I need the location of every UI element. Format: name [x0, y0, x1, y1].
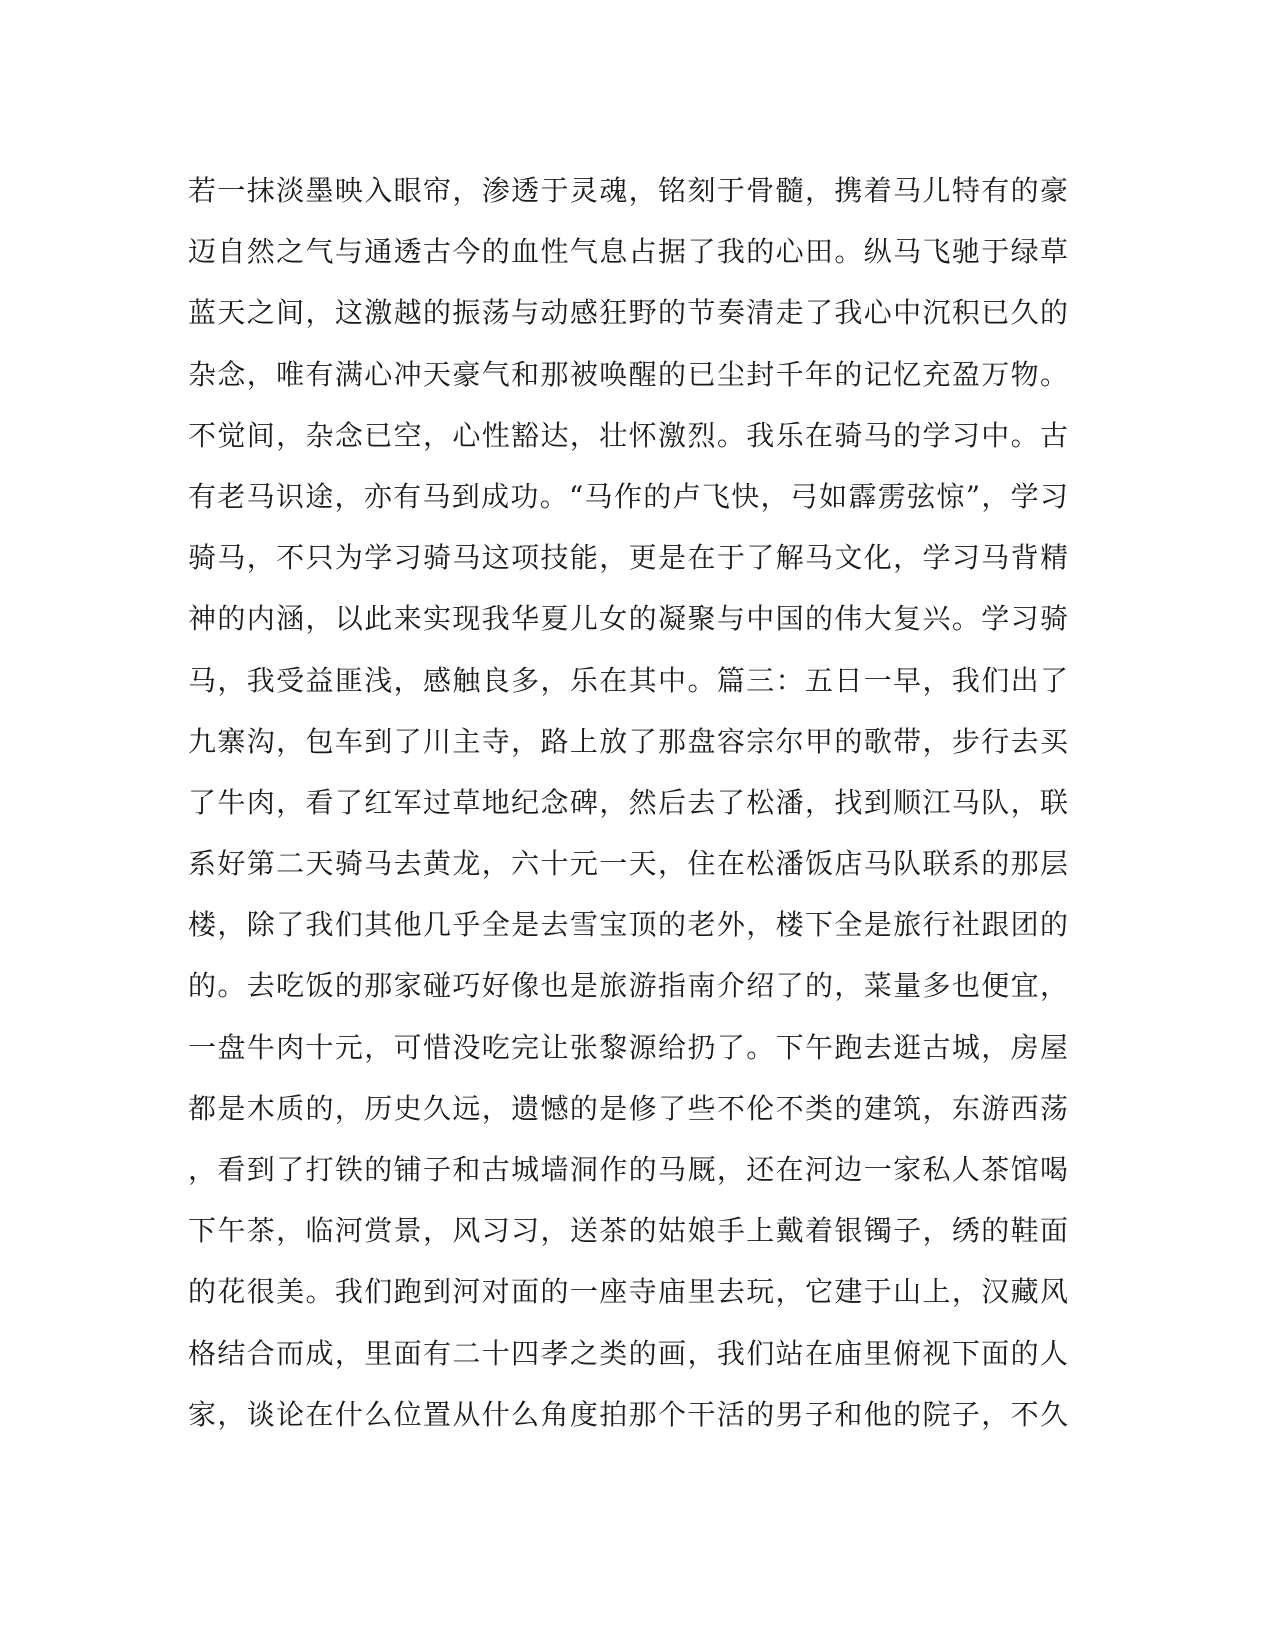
text-line: 的。去吃饭的那家碰巧好像也是旅游指南介绍了的，菜量多也便宜，: [188, 969, 1068, 1003]
text-line: 楼，除了我们其他几乎全是去雪宝顶的老外，楼下全是旅行社跟团的: [188, 908, 1068, 942]
text-line: 系好第二天骑马去黄龙，六十元一天，住在松潘饭店马队联系的那层: [188, 847, 1068, 881]
text-line: ，看到了打铁的铺子和古城墙洞作的马厩，还在河边一家私人茶馆喝: [188, 1153, 1068, 1186]
text-line: 的花很美。我们跑到河对面的一座寺庙里去玩，它建于山上，汉藏风: [188, 1275, 1068, 1309]
text-line: 家，谈论在什么位置从什么角度拍那个干活的男子和他的院子，不久: [188, 1397, 1068, 1431]
text-line: 格结合而成，里面有二十四孝之类的画，我们站在庙里俯视下面的人: [188, 1336, 1068, 1370]
text-line: 有老马识途，亦有马到成功。“马作的卢飞快，弓如霹雳弦惊”，学习: [188, 479, 1068, 513]
text-line: 神的内涵，以此来实现我华夏儿女的凝聚与中国的伟大复兴。学习骑: [188, 602, 1068, 636]
text-line: 不觉间，杂念已空，心性豁达，壮怀激烈。我乐在骑马的学习中。古: [188, 418, 1068, 452]
text-line: 蓝天之间，这激越的振荡与动感狂野的节奏清走了我心中沉积已久的: [188, 296, 1068, 330]
text-line: 杂念，唯有满心冲天豪气和那被唤醒的已尘封千年的记忆充盈万物。: [188, 357, 1068, 391]
text-line: 一盘牛肉十元，可惜没吃完让张黎源给扔了。下午跑去逛古城，房屋: [188, 1030, 1068, 1064]
text-line: 了牛肉，看了红军过草地纪念碑，然后去了松潘，找到顺江马队，联: [188, 785, 1068, 819]
text-line: 都是木质的，历史久远，遗憾的是修了些不伦不类的建筑，东游西荡: [188, 1091, 1068, 1125]
text-line: 九寨沟，包车到了川主寺，路上放了那盘容宗尔甲的歌带，步行去买: [188, 724, 1068, 758]
text-line: 迈自然之气与通透古今的血性气息占据了我的心田。纵马飞驰于绿草: [188, 235, 1068, 269]
text-line: 若一抹淡墨映入眼帘，渗透于灵魂，铭刻于骨髓，携着马儿特有的豪: [188, 174, 1068, 207]
text-line: 下午茶，临河赏景，风习习，送茶的姑娘手上戴着银镯子，绣的鞋面: [188, 1214, 1068, 1248]
text-line: 骑马，不只为学习骑马这项技能，更是在于了解马文化，学习马背精: [188, 541, 1068, 575]
text-line: 马，我受益匪浅，感触良多，乐在其中。篇三：五日一早，我们出了: [188, 663, 1068, 697]
body-text: [188, 160, 1068, 1445]
